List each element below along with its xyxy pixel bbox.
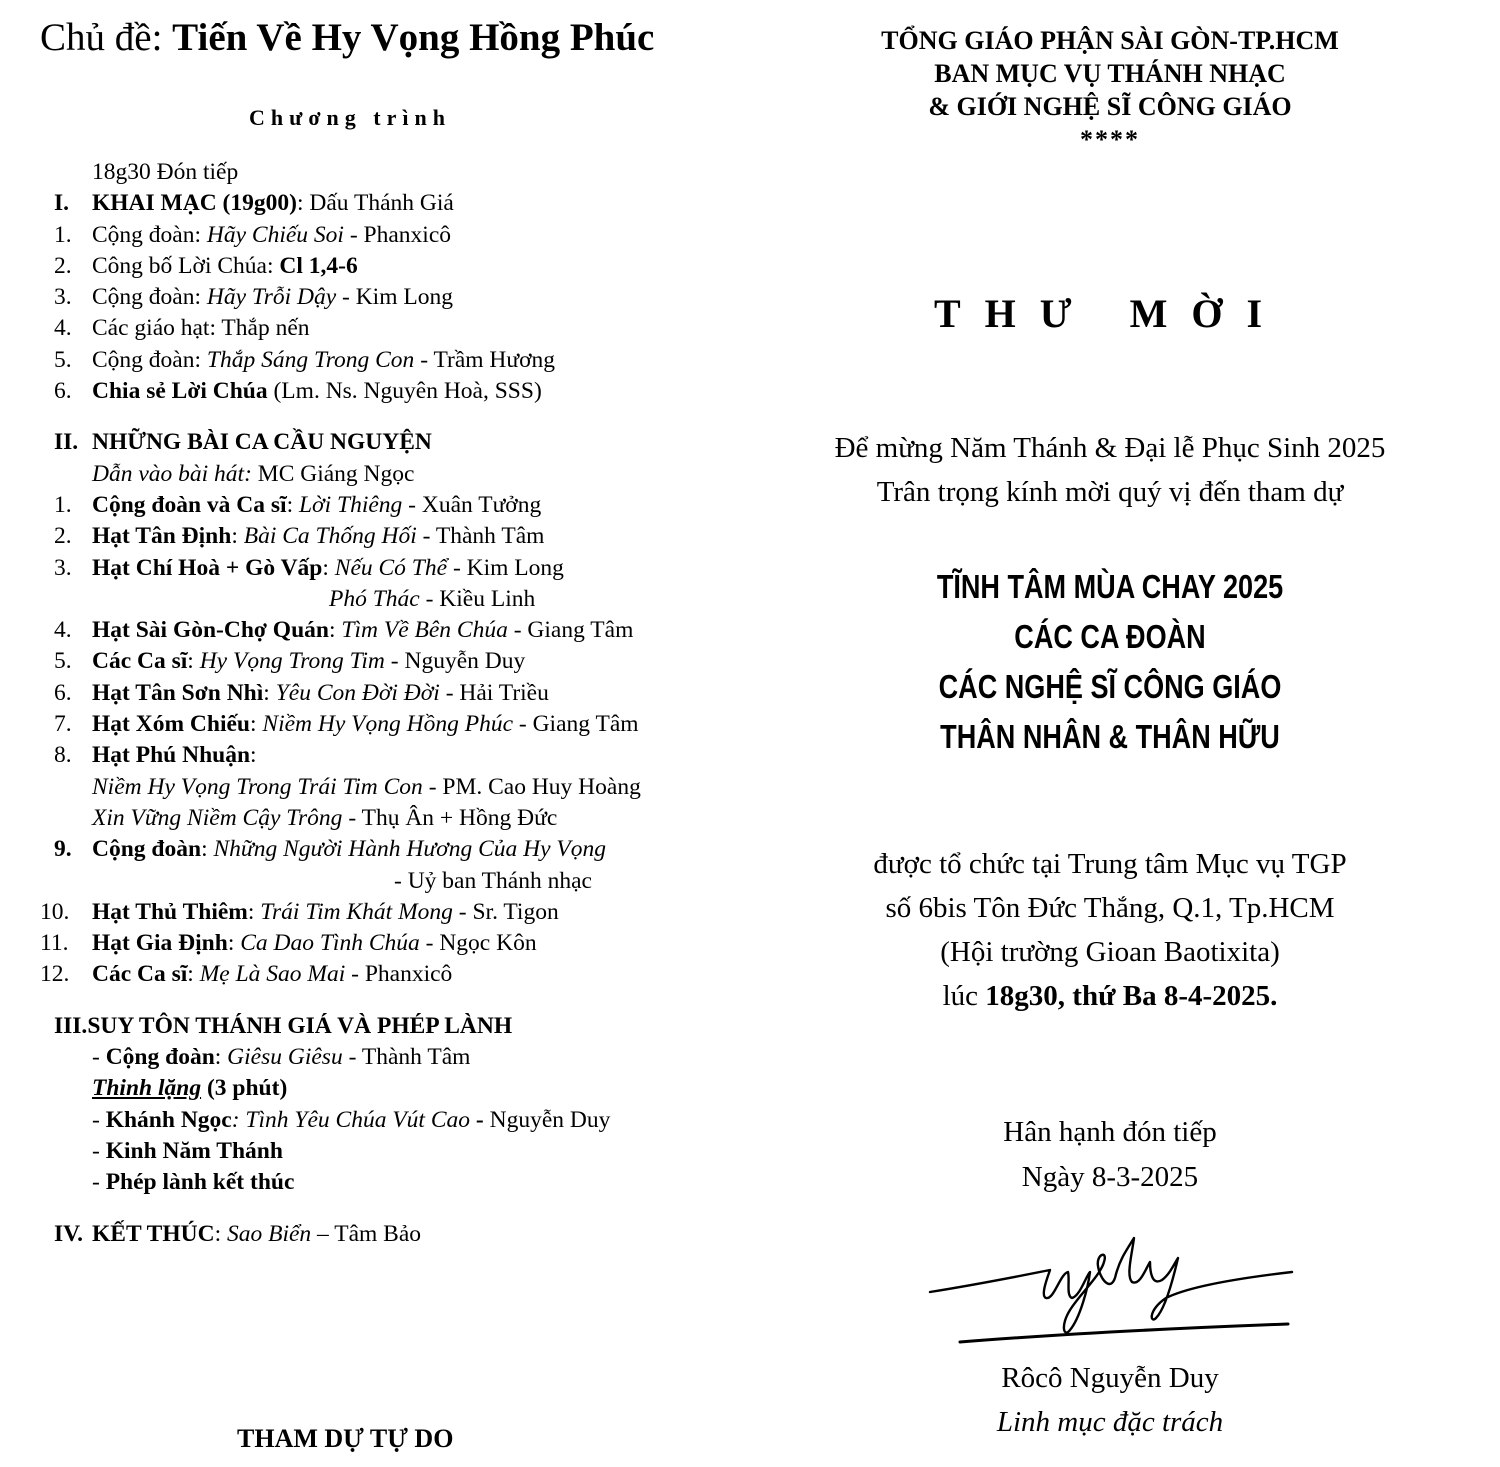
- line-segment: - Thụ Ân + Hồng Đức: [342, 804, 558, 831]
- line-segment: :: [286, 491, 299, 518]
- program-column: [40, 14, 740, 1250]
- line-text: [92, 1167, 294, 1198]
- signature: [920, 1214, 1300, 1354]
- line-segment: - Giang Tâm: [507, 617, 634, 644]
- line-segment: (3 phút): [201, 1075, 288, 1102]
- line-segment: Các giáo hạt: Thắp nến: [92, 315, 310, 342]
- program-line: [40, 928, 740, 959]
- line-segment: Thinh lặng: [92, 1075, 202, 1102]
- line-segment: Cộng đoàn:: [92, 284, 207, 311]
- line-number: III.: [54, 1012, 88, 1039]
- theme-prefix: Chủ đề:: [40, 16, 173, 59]
- line-segment: - Thành Tâm: [416, 523, 545, 550]
- program-line: [40, 678, 740, 709]
- event-time: [780, 974, 1440, 1018]
- greeting-block: [780, 1110, 1440, 1200]
- line-number: 1.: [54, 221, 72, 248]
- line-number: 10.: [40, 898, 70, 925]
- line-text: [92, 928, 537, 959]
- line-segment: Các Ca sĩ: [92, 961, 188, 988]
- org-line-2: BAN MỤC VỤ THÁNH NHẠC: [934, 59, 1286, 88]
- invite-line-2: Trân trọng kính mời quý vị đến tham dự: [876, 476, 1344, 508]
- program-line: [40, 584, 740, 615]
- line-segment: - Kiều Linh: [419, 585, 536, 612]
- invite-line-1: Để mừng Năm Thánh & Đại lễ Phục Sinh 2025: [834, 432, 1386, 464]
- line-segment: Tìm Về Bên Chúa: [341, 617, 508, 644]
- program-line: [40, 709, 740, 740]
- signer-name: Rôcô Nguyễn Duy: [1001, 1362, 1219, 1394]
- line-segment: Hạt Xóm Chiếu: [92, 711, 250, 738]
- line-segment: :: [263, 679, 276, 706]
- line-segment: Ca Dao Tình Chúa: [240, 930, 420, 957]
- line-text: [92, 1136, 283, 1167]
- program-line: [40, 1105, 740, 1136]
- line-segment: - Xuân Tưởng: [402, 491, 542, 518]
- program-line: [40, 1219, 740, 1250]
- program-line: [40, 834, 740, 865]
- line-text: [92, 615, 633, 646]
- line-text: [92, 459, 414, 490]
- line-segment: - Phanxicô: [343, 221, 452, 248]
- line-segment: :: [250, 742, 257, 769]
- line-segment: Lời Thiêng: [298, 491, 403, 518]
- free-admission-note: THAM DỰ TỰ DO: [237, 1424, 454, 1453]
- program-line: [40, 615, 740, 646]
- line-segment: :: [227, 930, 241, 957]
- line-text: [92, 709, 639, 740]
- time-prefix: lúc: [942, 980, 986, 1012]
- line-segment: Khánh Ngọc: [105, 1106, 232, 1133]
- line-text: [92, 772, 641, 803]
- stars-divider: ****: [1080, 125, 1140, 154]
- line-segment: Cộng đoàn:: [92, 346, 207, 373]
- line-number: 5.: [54, 648, 72, 675]
- line-text: [92, 678, 549, 709]
- line-number: 9.: [54, 836, 72, 863]
- line-segment: Hãy Chiếu Soi: [206, 221, 344, 248]
- line-number: 3.: [54, 554, 72, 581]
- line-text: [92, 834, 606, 865]
- line-number: 2.: [54, 252, 72, 279]
- program-line: [40, 188, 740, 219]
- line-segment: :: [187, 961, 200, 988]
- line-segment: -: [92, 1169, 106, 1196]
- line-segment: Trái Tim Khát Mong: [260, 898, 453, 925]
- section-spacer: [40, 1199, 740, 1219]
- program-line: [40, 521, 740, 552]
- line-segment: - Trầm Hương: [414, 346, 556, 373]
- line-segment: KHAI MẠC (19g00): [92, 190, 297, 217]
- line-segment: :: [214, 1220, 227, 1247]
- program-line: [40, 251, 740, 282]
- line-segment: Hy Vọng Trong Tim: [199, 648, 385, 675]
- line-number: 11.: [40, 930, 69, 957]
- line-segment: Cộng đoàn: [105, 1044, 215, 1071]
- line-text: [92, 313, 310, 344]
- line-segment: Hạt Tân Định: [92, 523, 232, 550]
- program-line: [40, 1042, 740, 1073]
- line-text: [92, 1042, 470, 1073]
- program-line: [40, 1136, 740, 1167]
- line-segment: Cộng đoàn: [92, 836, 202, 863]
- line-segment: Yêu Con Đời Đời: [275, 679, 440, 706]
- line-text: [92, 646, 525, 677]
- line-segment: - Thành Tâm: [342, 1044, 471, 1071]
- line-segment: SUY TÔN THÁNH GIÁ VÀ PHÉP LÀNH: [87, 1012, 513, 1039]
- line-segment: Dẫn vào bài hát:: [92, 460, 252, 487]
- program-title: Chương trình: [249, 105, 451, 130]
- signer-title-text: Linh mục đặc trách: [996, 1406, 1224, 1438]
- line-segment: -: [92, 1106, 106, 1133]
- line-segment: Nếu Có Thể: [334, 554, 448, 581]
- line-segment: :: [249, 711, 263, 738]
- section-spacer: [40, 991, 740, 1011]
- event-line-2: CÁC CA ĐOÀN: [1014, 618, 1206, 655]
- line-segment: Giêsu Giêsu: [227, 1044, 343, 1071]
- line-segment: -: [470, 1106, 490, 1133]
- line-segment: Hạt Sài Gòn-Chợ Quán: [92, 617, 329, 644]
- line-segment: Chia sẻ Lời Chúa: [92, 378, 268, 405]
- event-line-1: TĨNH TÂM MÙA CHAY 2025: [936, 568, 1284, 605]
- line-number: 2.: [54, 523, 72, 550]
- line-text: [394, 866, 592, 897]
- program-line: [40, 740, 740, 771]
- event-line-4: THÂN NHÂN & THÂN HỮU: [940, 718, 1280, 755]
- line-segment: – Tâm Bảo: [311, 1220, 422, 1247]
- line-text: [92, 427, 432, 458]
- line-segment: Sao Biển: [226, 1220, 312, 1247]
- program-line: [40, 897, 740, 928]
- line-text: [92, 959, 452, 990]
- line-segment: - Sr. Tigon: [452, 898, 559, 925]
- line-segment: :: [328, 617, 342, 644]
- line-segment: (Lm. Ns. Nguyên Hoà, SSS): [267, 378, 542, 405]
- line-segment: Hạt Thủ Thiêm: [92, 898, 248, 925]
- line-text: [92, 157, 238, 188]
- venue-line-2: số 6bis Tôn Đức Thắng, Q.1, Tp.HCM: [885, 892, 1335, 924]
- line-segment: - Giang Tâm: [513, 711, 639, 738]
- line-segment: :: [247, 898, 261, 925]
- line-segment: Công bố Lời Chúa:: [92, 252, 280, 279]
- line-segment: - Uỷ ban Thánh nhạc: [394, 867, 592, 894]
- line-segment: MC Giáng Ngọc: [251, 460, 415, 487]
- program-line: [40, 646, 740, 677]
- theme-title: Tiến Về Hy Vọng Hồng Phúc: [172, 16, 655, 59]
- line-number: 6.: [54, 679, 72, 706]
- line-number: I.: [54, 190, 70, 217]
- line-segment: Thắp Sáng Trong Con: [206, 346, 415, 373]
- line-segment: :: [214, 1044, 228, 1071]
- line-segment: : Dấu Thánh Giá: [296, 190, 454, 217]
- line-segment: : Tình Yêu Chúa Vút Cao: [231, 1106, 471, 1133]
- line-segment: Hạt Gia Định: [92, 930, 228, 957]
- line-segment: - Ngọc Kôn: [419, 930, 537, 957]
- program-line: [40, 803, 740, 834]
- line-segment: - Hải Triều: [439, 679, 549, 706]
- line-number: 12.: [40, 961, 70, 988]
- event-title: [839, 562, 1380, 762]
- line-text: [92, 740, 257, 771]
- line-text: [92, 1105, 610, 1136]
- signer-block: [780, 1356, 1440, 1444]
- line-number: 4.: [54, 315, 72, 342]
- program-line: [40, 1167, 740, 1198]
- line-number: 3.: [54, 284, 72, 311]
- org-line-3: & GIỚI NGHỆ SĨ CÔNG GIÁO: [928, 92, 1292, 121]
- line-segment: KẾT THÚC: [92, 1220, 215, 1247]
- line-segment: Kinh Năm Thánh: [105, 1137, 283, 1164]
- program-line: [40, 1073, 740, 1104]
- line-segment: - Nguyễn Duy: [384, 648, 526, 675]
- line-text: [92, 251, 358, 282]
- line-segment: Cl 1,4-6: [279, 252, 358, 279]
- program-line: [40, 959, 740, 990]
- line-segment: Phép lành kết thúc: [105, 1169, 295, 1196]
- issue-date: Ngày 8-3-2025: [1021, 1161, 1199, 1193]
- line-text: [92, 345, 555, 376]
- program-list: [40, 157, 740, 1250]
- line-segment: - PM. Cao Huy Hoàng: [422, 773, 641, 800]
- line-text: [87, 1011, 512, 1042]
- line-segment: -: [92, 1044, 106, 1071]
- line-segment: Cộng đoàn:: [92, 221, 207, 248]
- line-segment: - Kim Long: [447, 554, 564, 581]
- line-number: 4.: [54, 617, 72, 644]
- line-text: [92, 1073, 287, 1104]
- invitation-title: THƯ MỜI: [933, 291, 1287, 336]
- line-segment: Hạt Tân Sơn Nhì: [92, 679, 264, 706]
- line-segment: Những Người Hành Hương Của Hy Vọng: [213, 836, 607, 863]
- line-segment: Hạt Phú Nhuận: [92, 742, 251, 769]
- line-text: [92, 1219, 421, 1250]
- line-segment: :: [201, 836, 214, 863]
- program-line: [40, 866, 740, 897]
- line-text: [92, 376, 542, 407]
- invitation-column: [780, 24, 1440, 1444]
- program-line: [40, 1011, 740, 1042]
- line-segment: Cộng đoàn và Ca sĩ: [92, 491, 287, 518]
- line-segment: Hạt Chí Hoà + Gò Vấp: [92, 554, 323, 581]
- line-segment: Phó Thác: [329, 585, 420, 612]
- line-number: 5.: [54, 346, 72, 373]
- line-number: 1.: [54, 491, 72, 518]
- event-line-3: CÁC NGHỆ SĨ CÔNG GIÁO: [938, 668, 1282, 705]
- program-line: [40, 490, 740, 521]
- program-line: [40, 553, 740, 584]
- invite-text: [780, 426, 1440, 514]
- org-line-1: TỔNG GIÁO PHẬN SÀI GÒN-TP.HCM: [881, 26, 1339, 55]
- program-line: [40, 282, 740, 313]
- greeting: Hân hạnh đón tiếp: [1003, 1116, 1217, 1148]
- signer-title: [780, 1400, 1440, 1444]
- line-segment: Hãy Trỗi Dậy: [206, 284, 337, 311]
- line-segment: -: [92, 1137, 106, 1164]
- line-text: [92, 282, 453, 313]
- program-line: [40, 427, 740, 458]
- line-segment: NHỮNG BÀI CA CẦU NGUYỆN: [92, 429, 432, 456]
- line-segment: Nguyễn Duy: [489, 1106, 611, 1133]
- time-value: 18g30, thứ Ba 8-4-2025.: [985, 980, 1278, 1012]
- line-segment: Niềm Hy Vọng Trong Trái Tim Con: [92, 773, 423, 800]
- venue-text: [780, 842, 1440, 1018]
- line-number: 6.: [54, 378, 72, 405]
- line-number: 8.: [54, 742, 72, 769]
- line-text: [92, 521, 544, 552]
- line-text: [329, 584, 535, 615]
- line-text: [92, 490, 541, 521]
- program-line: [40, 157, 740, 188]
- line-segment: - Phanxicô: [345, 961, 453, 988]
- program-line: [40, 220, 740, 251]
- line-number: IV.: [54, 1220, 83, 1247]
- program-line: [40, 313, 740, 344]
- line-text: [92, 220, 451, 251]
- line-segment: Niềm Hy Vọng Hồng Phúc: [262, 711, 514, 738]
- line-text: [92, 553, 564, 584]
- line-text: [92, 897, 559, 928]
- line-segment: :: [187, 648, 200, 675]
- line-segment: :: [322, 554, 335, 581]
- program-line: [40, 376, 740, 407]
- line-number: 7.: [54, 711, 72, 738]
- line-segment: Mẹ Là Sao Mai: [199, 961, 346, 988]
- line-segment: 18g30 Đón tiếp: [92, 159, 239, 185]
- theme-heading: [40, 14, 740, 62]
- line-text: [92, 188, 454, 219]
- line-segment: :: [231, 523, 244, 550]
- line-text: [92, 803, 557, 834]
- line-number: II.: [54, 429, 79, 456]
- line-segment: Xin Vững Niềm Cậy Trông: [92, 804, 343, 831]
- section-spacer: [40, 407, 740, 427]
- line-segment: Các Ca sĩ: [92, 648, 188, 675]
- venue-line-3: (Hội trường Gioan Baotixita): [940, 936, 1280, 968]
- line-segment: Bài Ca Thống Hối: [243, 523, 417, 550]
- program-line: [40, 459, 740, 490]
- program-line: [40, 772, 740, 803]
- venue-line-1: được tổ chức tại Trung tâm Mục vụ TGP: [873, 848, 1347, 880]
- line-segment: - Kim Long: [336, 284, 453, 311]
- program-line: [40, 345, 740, 376]
